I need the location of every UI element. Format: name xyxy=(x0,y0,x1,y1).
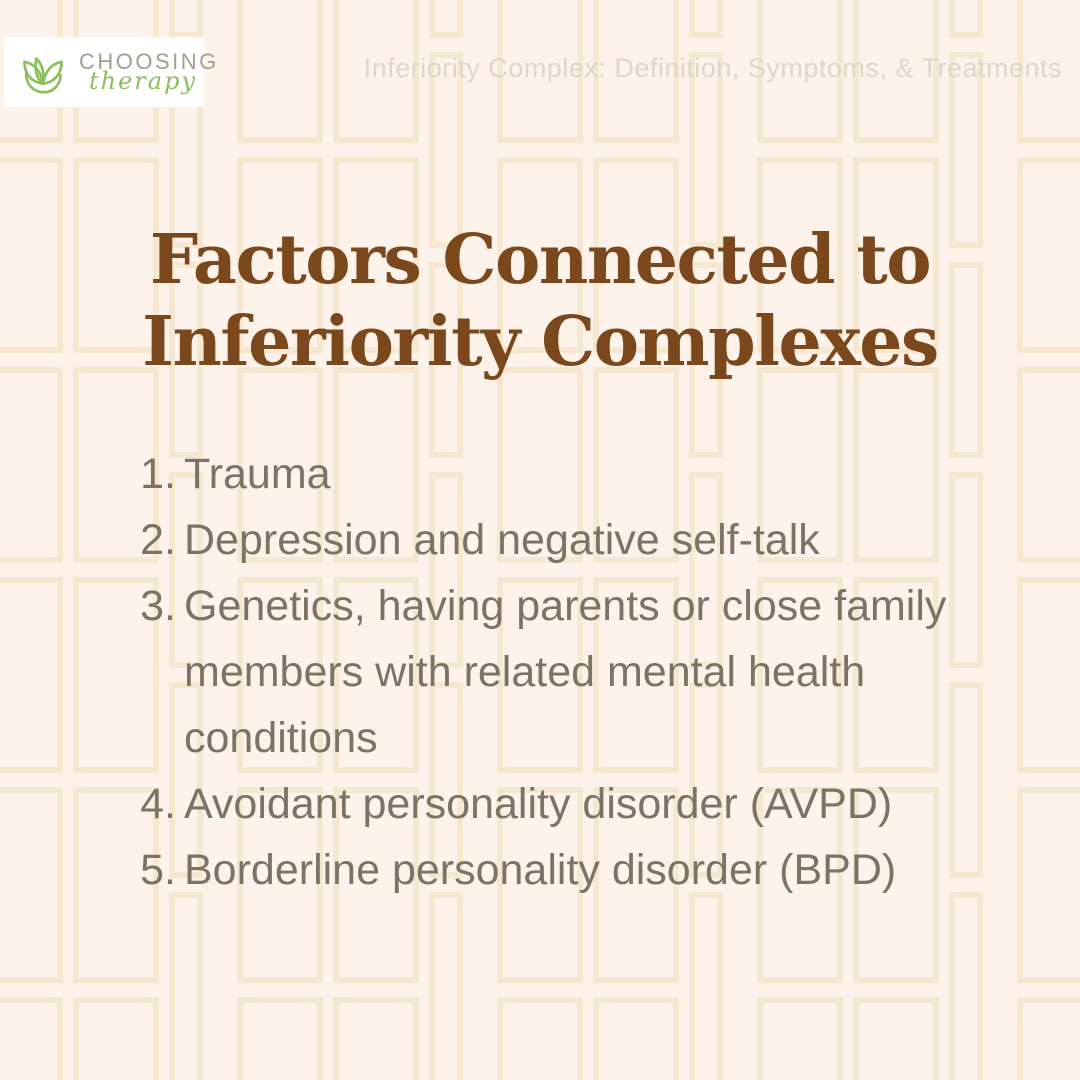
logo-brand-top: CHOOSING xyxy=(79,49,219,74)
list-item xyxy=(120,441,950,507)
lotus-flower-icon xyxy=(16,45,70,99)
list-item-number: 3. xyxy=(140,582,176,630)
logo-text xyxy=(79,51,219,93)
list-item-text: Genetics, having parents or close family members with related mental health conditions xyxy=(184,582,947,762)
factors-list xyxy=(120,441,950,903)
list-item xyxy=(120,837,950,903)
list-item xyxy=(120,573,950,771)
list-item xyxy=(120,507,950,573)
list-item-text: Borderline personality disorder (BPD) xyxy=(184,846,897,894)
list-item-number: 4. xyxy=(140,780,176,828)
page-title-line1: Factors Connected to xyxy=(149,220,931,300)
choosing-therapy-logo xyxy=(4,37,219,107)
list-item-text: Trauma xyxy=(184,450,331,498)
list-item-number: 5. xyxy=(140,846,176,894)
list-item-text: Depression and negative self-talk xyxy=(184,516,820,564)
list-item-text: Avoidant personality disorder (AVPD) xyxy=(184,780,893,828)
list-item-number: 1. xyxy=(140,450,176,498)
article-title: Inferiority Complex: Definition, Symptoms, & Treatments xyxy=(363,53,1062,83)
page-title-line2: Inferiority Complexes xyxy=(142,302,938,383)
list-item-number: 2. xyxy=(140,516,176,564)
logo-brand-script: therapy xyxy=(89,67,198,95)
list-item xyxy=(120,771,950,837)
page-title xyxy=(0,219,1080,384)
